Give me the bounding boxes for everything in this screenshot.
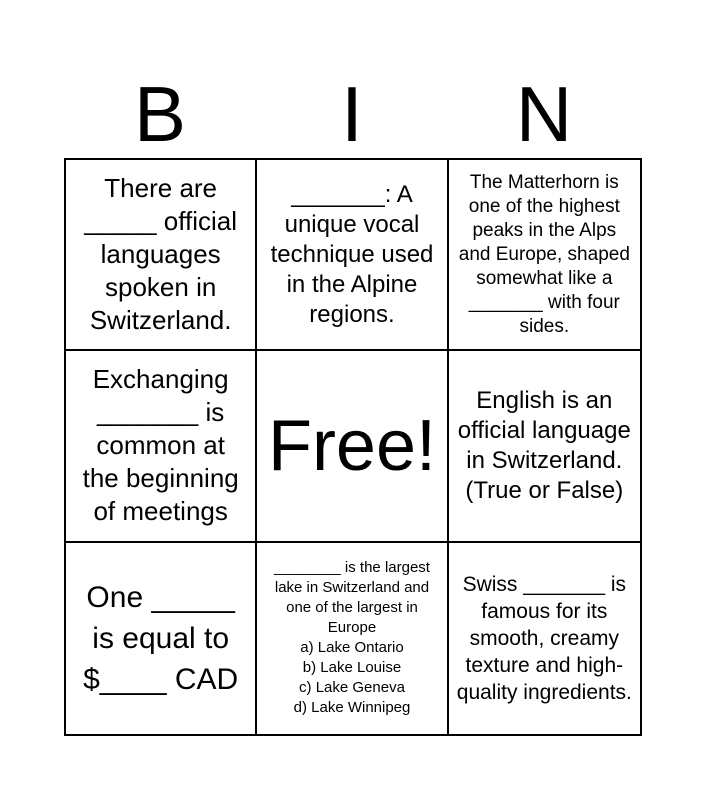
bingo-cell-2[interactable] xyxy=(257,160,448,351)
bingo-card-grid xyxy=(64,158,642,736)
header-letter-b: B xyxy=(133,70,187,158)
bingo-cell-4[interactable] xyxy=(66,351,257,542)
bingo-cell-9[interactable] xyxy=(449,543,640,734)
bingo-cell-text: English is an official language in Switzerland. (True or False) xyxy=(457,386,631,504)
bingo-cell-8[interactable] xyxy=(257,543,448,734)
bingo-cell-text: There are _____ official languages spoken in Switzerland. xyxy=(84,173,238,336)
bingo-cell-text: Exchanging _______ is common at the beginning of meetings xyxy=(82,364,239,527)
bingo-cell-3[interactable] xyxy=(449,160,640,351)
bingo-cell-7[interactable] xyxy=(66,543,257,734)
bingo-cell-text: Swiss _______ is famous for its smooth, creamy texture and high-quality ingredients. xyxy=(456,572,632,704)
bingo-cell-text: The Matterhorn is one of the highest peaks in the Alps and Europe, shaped somewhat like a _______ with four sides. xyxy=(458,171,630,337)
bingo-cell-free[interactable] xyxy=(257,351,448,542)
bingo-cell-text: One _____ is equal to $____ CAD xyxy=(83,580,239,696)
free-space-label: Free! xyxy=(267,405,437,486)
bingo-header xyxy=(64,70,642,158)
bingo-cell-text: _______: A unique vocal technique used in the Alpine regions. xyxy=(270,180,434,328)
header-letter-n: N xyxy=(515,70,573,158)
bingo-cell-1[interactable] xyxy=(66,160,257,351)
bingo-cell-6[interactable] xyxy=(449,351,640,542)
header-letter-i: I xyxy=(341,70,363,158)
bingo-cell-text: ________ is the largest lake in Switzerland and one of the largest in Europe a) Lake Ontario b) Lake Louise c) Lake Geneva d) Lake Winnipeg xyxy=(274,559,430,717)
